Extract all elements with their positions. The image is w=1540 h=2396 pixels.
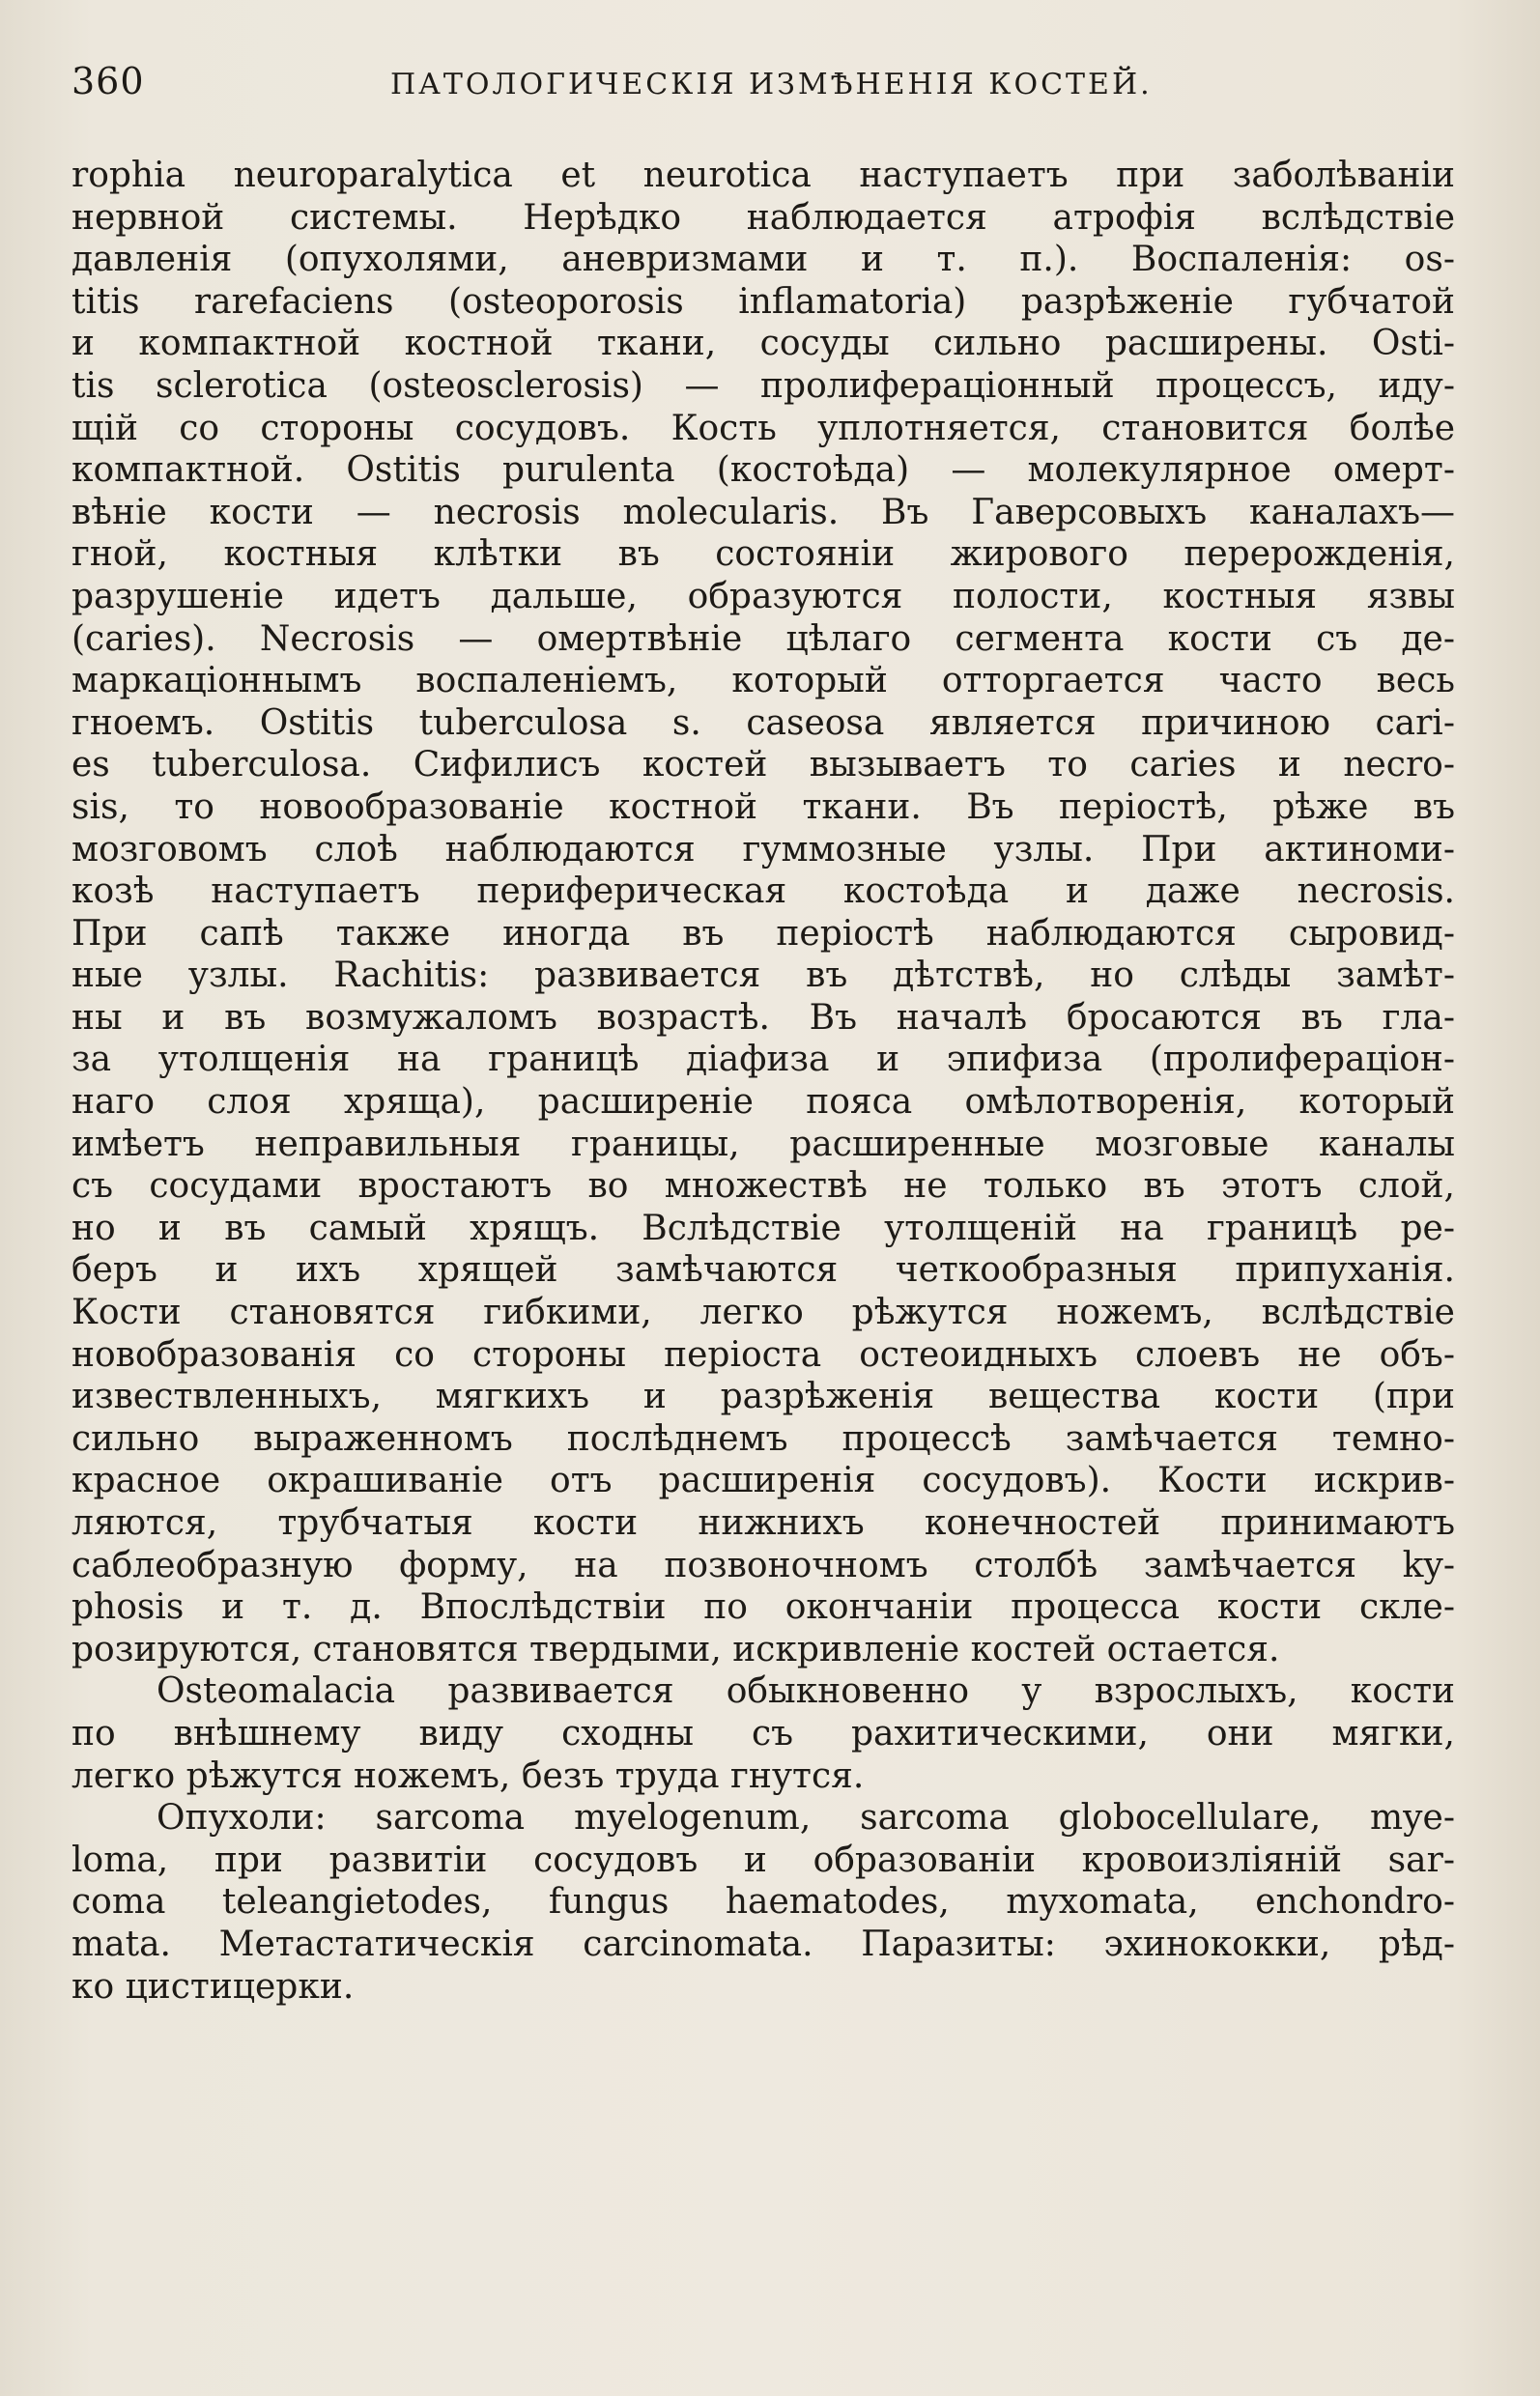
text-line: саблеобразную форму, на позвоночномъ столбѣ замѣчается ky-	[71, 1545, 1455, 1585]
text-line: имѣетъ неправильныя границы, расширенные мозговые каналы	[71, 1124, 1455, 1164]
text-line: es tuberculosa. Сифилисъ костей вызываетъ то caries и necro-	[71, 745, 1455, 785]
text-line: titis rarefaciens (osteoporosis inflamatoria) разрѣженіе губчатой	[71, 281, 1455, 322]
text-line: щій со стороны сосудовъ. Кость уплотняется, становится болѣе	[71, 408, 1455, 448]
text-line: rophia neuroparalytica et neurotica наступаетъ при заболѣваніи	[71, 156, 1455, 195]
text-line: козѣ наступаетъ периферическая костоѣда и даже necrosis.	[71, 871, 1455, 912]
text-line: гной, костныя клѣтки въ состояніи жирового перерожденія,	[71, 534, 1455, 575]
text-line: ляются, трубчатыя кости нижнихъ конечностей принимаютъ	[71, 1503, 1455, 1543]
text-line: гноемъ. Ostitis tuberculosa s. caseosa является причиною cari-	[71, 702, 1455, 743]
text-line: вѣніе кости — necrosis molecularis. Въ Гаверсовыхъ каналахъ—	[71, 492, 1455, 532]
paragraph-end-line: ко цистицерки.	[71, 1966, 355, 2007]
text-line: При сапѣ также иногда въ періостѣ наблюдаются сыровид-	[71, 913, 1455, 954]
paragraph-start-line: Опухоли: sarcoma myelogenum, sarcoma globocellulare, mye-	[157, 1798, 1455, 1839]
text-line: tis sclerotica (osteosclerosis) — пролифераціонный процессъ, иду-	[71, 365, 1455, 406]
text-line: наго слоя хряща), расширеніе пояса омѣлотворенія, который	[71, 1082, 1455, 1123]
body-text	[71, 155, 1455, 2008]
text-line: coma teleangietodes, fungus haematodes, myxomata, enchondro-	[71, 1882, 1455, 1923]
text-line: извествленныхъ, мягкихъ и разрѣженія вещества кости (при	[71, 1377, 1455, 1417]
text-line: сильно выраженномъ послѣднемъ процессѣ замѣчается темно-	[71, 1418, 1455, 1459]
text-line: phosis и т. д. Впослѣдствіи по окончаніи процесса кости скле-	[71, 1587, 1455, 1628]
text-line: mata. Метастатическія carcinomata. Паразиты: эхинококки, рѣд-	[71, 1924, 1455, 1964]
text-line: loma, при развитіи сосудовъ и образованіи кровоизліяній sar-	[71, 1840, 1455, 1880]
text-line: новобразованія со стороны періоста остеоидныхъ слоевъ не объ-	[71, 1334, 1455, 1375]
running-title: ПАТОЛОГИЧЕСКІЯ ИЗМѢНЕНІЯ КОСТЕЙ.	[390, 68, 1153, 101]
text-line: компактной. Ostitis purulenta (костоѣда) — молекулярное омерт-	[71, 450, 1455, 491]
text-line: нервной системы. Нерѣдко наблюдается атрофія вслѣдствіе	[71, 197, 1455, 238]
text-line: давленія (опухолями, аневризмами и т. п.). Воспаленія: os-	[71, 240, 1455, 280]
text-line: sis, то новообразованіе костной ткани. Въ періостѣ, рѣже въ	[71, 786, 1455, 827]
text-line: за утолщенія на границѣ діафиза и эпифиза (пролифераціон-	[71, 1040, 1455, 1080]
text-line: и компактной костной ткани, сосуды сильно расширены. Osti-	[71, 324, 1455, 364]
text-line: маркаціоннымъ воспаленіемъ, который отторгается часто весь	[71, 661, 1455, 701]
text-line: беръ и ихъ хрящей замѣчаются четкообразныя припуханія.	[71, 1250, 1455, 1291]
page-number: 360	[71, 60, 145, 102]
text-line: ные узлы. Rachitis: развивается въ дѣтствѣ, но слѣды замѣт-	[71, 956, 1455, 996]
text-line: по внѣшнему виду сходны съ рахитическими, они мягки,	[71, 1713, 1455, 1754]
text-line: но и въ самый хрящъ. Вслѣдствіе утолщеній на границѣ ре-	[71, 1208, 1455, 1248]
page-header	[71, 60, 1451, 118]
paragraph-end-line: легко рѣжутся ножемъ, безъ труда гнутся.	[71, 1755, 865, 1796]
text-line: съ сосудами вростаютъ во множествѣ не только въ этотъ слой,	[71, 1166, 1455, 1207]
text-line: мозговомъ слоѣ наблюдаются гуммозные узлы. При актиноми-	[71, 829, 1455, 870]
text-line: (caries). Necrosis — омертвѣніе цѣлаго сегмента кости съ де-	[71, 618, 1455, 659]
text-line: ны и въ возмужаломъ возрастѣ. Въ началѣ бросаются въ гла-	[71, 997, 1455, 1038]
text-line: разрушеніе идетъ дальше, образуются полости, костныя язвы	[71, 576, 1455, 616]
text-line: Кости становятся гибкими, легко рѣжутся ножемъ, вслѣдствіе	[71, 1293, 1455, 1333]
paragraph-start-line: Osteomalacia развивается обыкновенно у взрослыхъ, кости	[157, 1671, 1455, 1712]
text-line: красное окрашиваніе отъ расширенія сосудовъ). Кости искрив-	[71, 1461, 1455, 1501]
paragraph-end-line: розируются, становятся твердыми, искривленіе костей остается.	[71, 1629, 1280, 1669]
